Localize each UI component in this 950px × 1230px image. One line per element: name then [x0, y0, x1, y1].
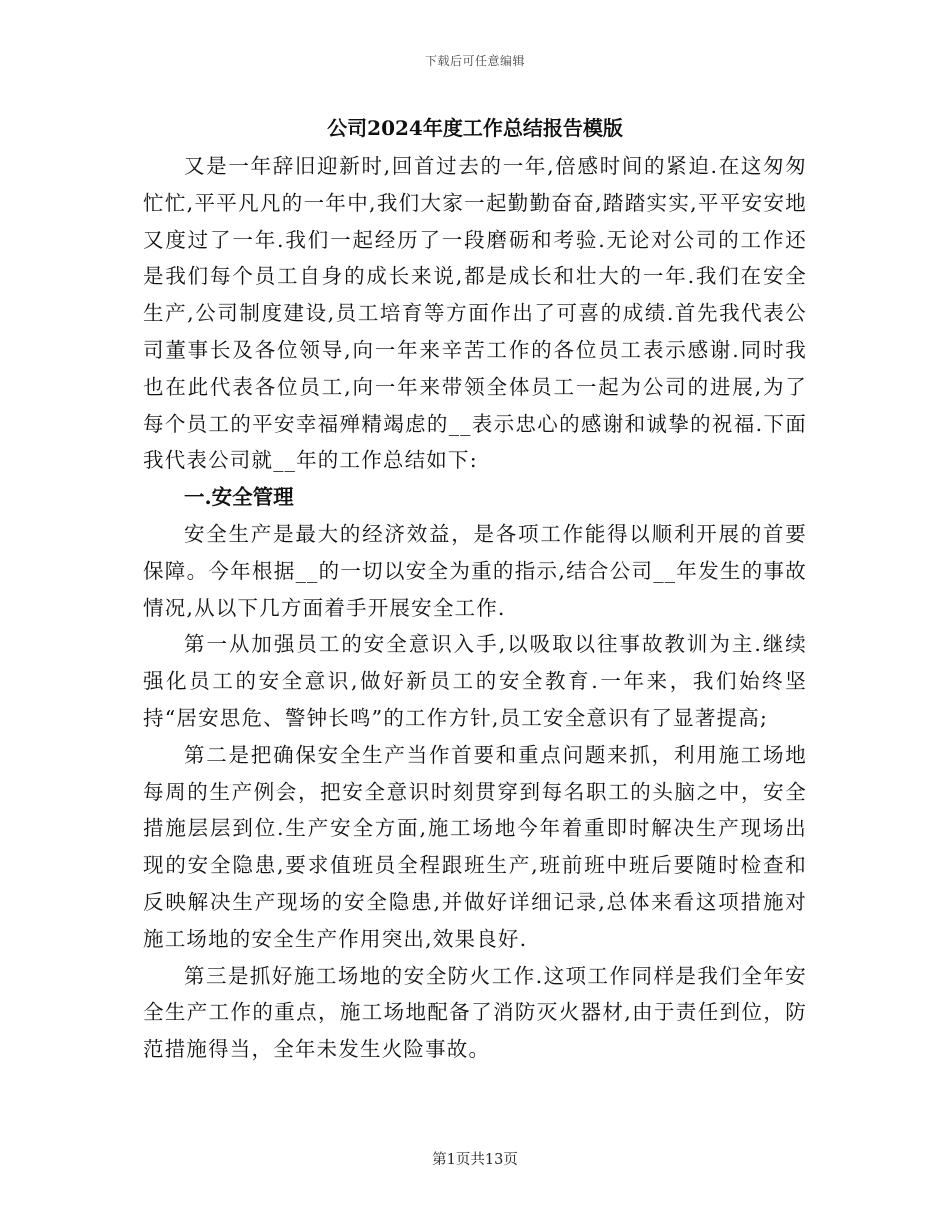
document-body [143, 108, 807, 1068]
intro-paragraph: 又是一年辞旧迎新时,回首过去的一年,倍感时间的紧迫.在这匆匆忙忙,平平凡凡的一年中,我们大家一起勤勤奋奋,踏踏实实,平平安安地又度过了一年.我们一起经历了一段磨砺和考验.无论对公司的工作还是我们每个员工自身的成长来说,都是成长和壮大的一年.我们在安全生产,公司制度建设,员工培育等方面作出了可喜的成绩.首先我代表公司董事长及各位领导,向一年来辛苦工作的各位员工表示感谢.同时我也在此代表各位员工,向一年来带领全体员工一起为公司的进展,为了每个员工的平安幸福殚精竭虑的__表示忠心的感谢和诚挚的祝福.下面我代表公司就__年的工作总结如下: [143, 154, 807, 473]
page-number-footer: 第1页共13页 [432, 1152, 518, 1168]
section-paragraph: 第二是把确保安全生产当作首要和重点问题来抓，利用施工场地每周的生产例会，把安全意识时刻贯穿到每名职工的头脑之中，安全措施层层到位.生产安全方面,施工场地今年着重即时解决生产现场出现的安全隐患,要求值班员全程跟班生产,班前班中班后要随时检查和反映解决生产现场的安全隐患,并做好详细记录,总体来看这项措施对施工场地的安全生产作用突出,效果良好. [143, 742, 807, 951]
section-heading-safety: 一.安全管理 [184, 485, 294, 510]
document-title: 公司2024年度工作总结报告模版 [327, 116, 623, 140]
page-header-note: 下载后可任意编辑 [424, 54, 525, 68]
section-paragraph: 第三是抓好施工场地的安全防火工作.这项工作同样是我们全年安全生产工作的重点，施工场地配备了消防灭火器材,由于责任到位，防范措施得当，全年未发生火险事故。 [143, 963, 807, 1062]
section-paragraph: 安全生产是最大的经济效益，是各项工作能得以顺利开展的首要保障。今年根据__的一切以安全为重的指示,结合公司__年发生的事故情况,从以下几方面着手开展安全工作. [143, 521, 807, 620]
section-paragraph: 第一从加强员工的安全意识入手,以吸取以往事故教训为主.继续强化员工的安全意识,做好新员工的安全教育.一年来，我们始终坚持“居安思危、警钟长鸣”的工作方针,员工安全意识有了显著提高; [143, 632, 807, 730]
